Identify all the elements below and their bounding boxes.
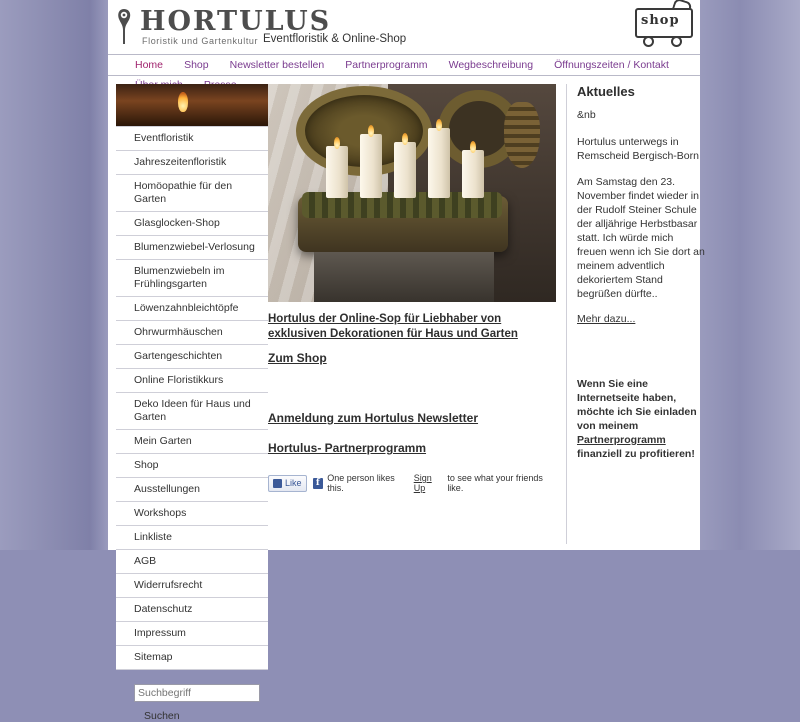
main-content [268,84,558,491]
nav-item-wegbeschreibung[interactable]: Wegbeschreibung [448,59,534,71]
sidebar-item-jahreszeitenfloristik[interactable]: Jahreszeitenfloristik [116,151,268,175]
hero-image-advent-arrangement [268,84,556,302]
thumbs-up-icon [273,479,282,488]
sidebar-item-glasglocken-shop[interactable]: Glasglocken-Shop [116,212,268,236]
aside-promo-line1: Wenn Sie eine Internetseite haben, möchte ich Sie einladen von meinem [577,378,697,432]
sidebar-item-gartengeschichten[interactable]: Gartengeschichten [116,345,268,369]
sidebar-item-ausstellungen[interactable]: Ausstellungen [116,478,268,502]
sidebar-item-impressum[interactable]: Impressum [116,622,268,646]
aside-more-link[interactable]: Mehr dazu... [577,313,636,325]
shop-cart-badge[interactable] [631,2,693,50]
site-tagline: Eventfloristik & Online-Shop [263,33,407,45]
sidebar-menu [116,126,268,670]
partnerprogramm-link[interactable]: Hortulus- Partnerprogramm [268,441,427,455]
logo-wordmark: HORTULUS [140,6,332,37]
sidebar-item-loewenzahnbleichtoepfe[interactable]: Löwenzahnbleichtöpfe [116,297,268,321]
site-header [108,0,700,54]
cart-wheel-right-icon [671,36,682,47]
sidebar [116,84,268,722]
facebook-like-widget [268,475,558,491]
aside-title: Aktuelles [577,84,635,99]
sidebar-item-mein-garten[interactable]: Mein Garten [116,430,268,454]
facebook-signup-link[interactable]: Sign Up [413,473,432,493]
hortulus-emblem-icon [110,6,138,48]
aside-aktuelles [566,84,705,544]
nav-item-newsletter[interactable]: Newsletter bestellen [229,59,325,71]
zum-shop-link[interactable]: Zum Shop [268,351,327,365]
sidebar-item-widerrufsrecht[interactable]: Widerrufsrecht [116,574,268,598]
sidebar-item-ohrwurmhaeuschen[interactable]: Ohrwurmhäuschen [116,321,268,345]
cart-label: shop [641,13,680,28]
site-container [108,0,705,722]
aside-paragraph-2: Am Samstag den 23. November findet wieder in der Rudolf Steiner Schule der alljährige Herbstbasar statt. Ich würde mich freuen wenn ich Sie dort an meinem adventlich dekoriertem Stand begrüßen dürfte.. [577,176,705,300]
cart-wheel-left-icon [643,36,654,47]
main-headline[interactable]: Hortulus der Online-Sop für Liebhaber von exklusiven Dekorationen für Haus und Garten [268,313,518,340]
primary-navigation [108,54,700,76]
hero-pedestal [314,252,494,302]
nav-item-oeffnungszeiten-kontakt[interactable]: Öffnungszeiten / Kontakt [554,59,669,71]
sidebar-item-sitemap[interactable]: Sitemap [116,646,268,670]
hero-candle-1 [326,146,348,198]
newsletter-signup-link[interactable]: Anmeldung zum Hortulus Newsletter [268,411,479,425]
sidebar-item-eventfloristik[interactable]: Eventfloristik [116,126,268,151]
facebook-like-count: One person likes this. [327,473,395,493]
sidebar-item-blumenzwiebel-verlosung[interactable]: Blumenzwiebel-Verlosung [116,236,268,260]
sidebar-item-deko-ideen[interactable]: Deko Ideen für Haus und Garten [116,393,268,430]
sidebar-item-blumenzwiebeln-fruehlingsgarten[interactable]: Blumenzwiebeln im Frühlingsgarten [116,260,268,297]
hero-candle-3 [394,142,416,198]
sidebar-search [116,684,268,722]
sidebar-item-online-floristikkurs[interactable]: Online Floristikkurs [116,369,268,393]
nav-item-home[interactable]: Home [135,59,164,71]
candle-flame-icon [178,92,188,112]
hero-candle-2 [360,134,382,198]
sidebar-item-shop[interactable]: Shop [116,454,268,478]
aside-nb-text: &nb [577,109,596,121]
sidebar-item-datenschutz[interactable]: Datenschutz [116,598,268,622]
sidebar-item-homoeopathie[interactable]: Homöopathie für den Garten [116,175,268,212]
aside-promo-line2: finanziell zu profitieren! [577,448,695,460]
aside-promo-block [577,377,705,461]
aside-paragraph-1: Hortulus unterwegs in Remscheid Bergisch-Born [577,136,699,162]
content-area [108,76,705,722]
hero-candle-5 [462,150,484,198]
hero-pinecone [504,102,540,168]
logo-subtitle: Floristik und Gartenkultur [142,36,259,46]
facebook-logo-icon: f [313,478,324,489]
sidebar-item-workshops[interactable]: Workshops [116,502,268,526]
search-input[interactable] [134,684,260,702]
aside-promo-partner-link[interactable]: Partnerprogramm [577,434,666,446]
facebook-like-label: Like [285,478,302,488]
sidebar-item-linkliste[interactable]: Linkliste [116,526,268,550]
sidebar-item-agb[interactable]: AGB [116,550,268,574]
sidebar-candle-image [116,84,268,126]
facebook-trailing-text: to see what your friends like. [447,473,543,493]
nav-item-shop[interactable]: Shop [184,59,209,71]
search-submit-button[interactable]: Suchen [144,710,180,722]
nav-item-partnerprogramm[interactable]: Partnerprogramm [345,59,428,71]
facebook-like-button[interactable] [268,475,307,492]
hero-candle-4 [428,128,450,198]
site-logo[interactable] [108,4,332,50]
